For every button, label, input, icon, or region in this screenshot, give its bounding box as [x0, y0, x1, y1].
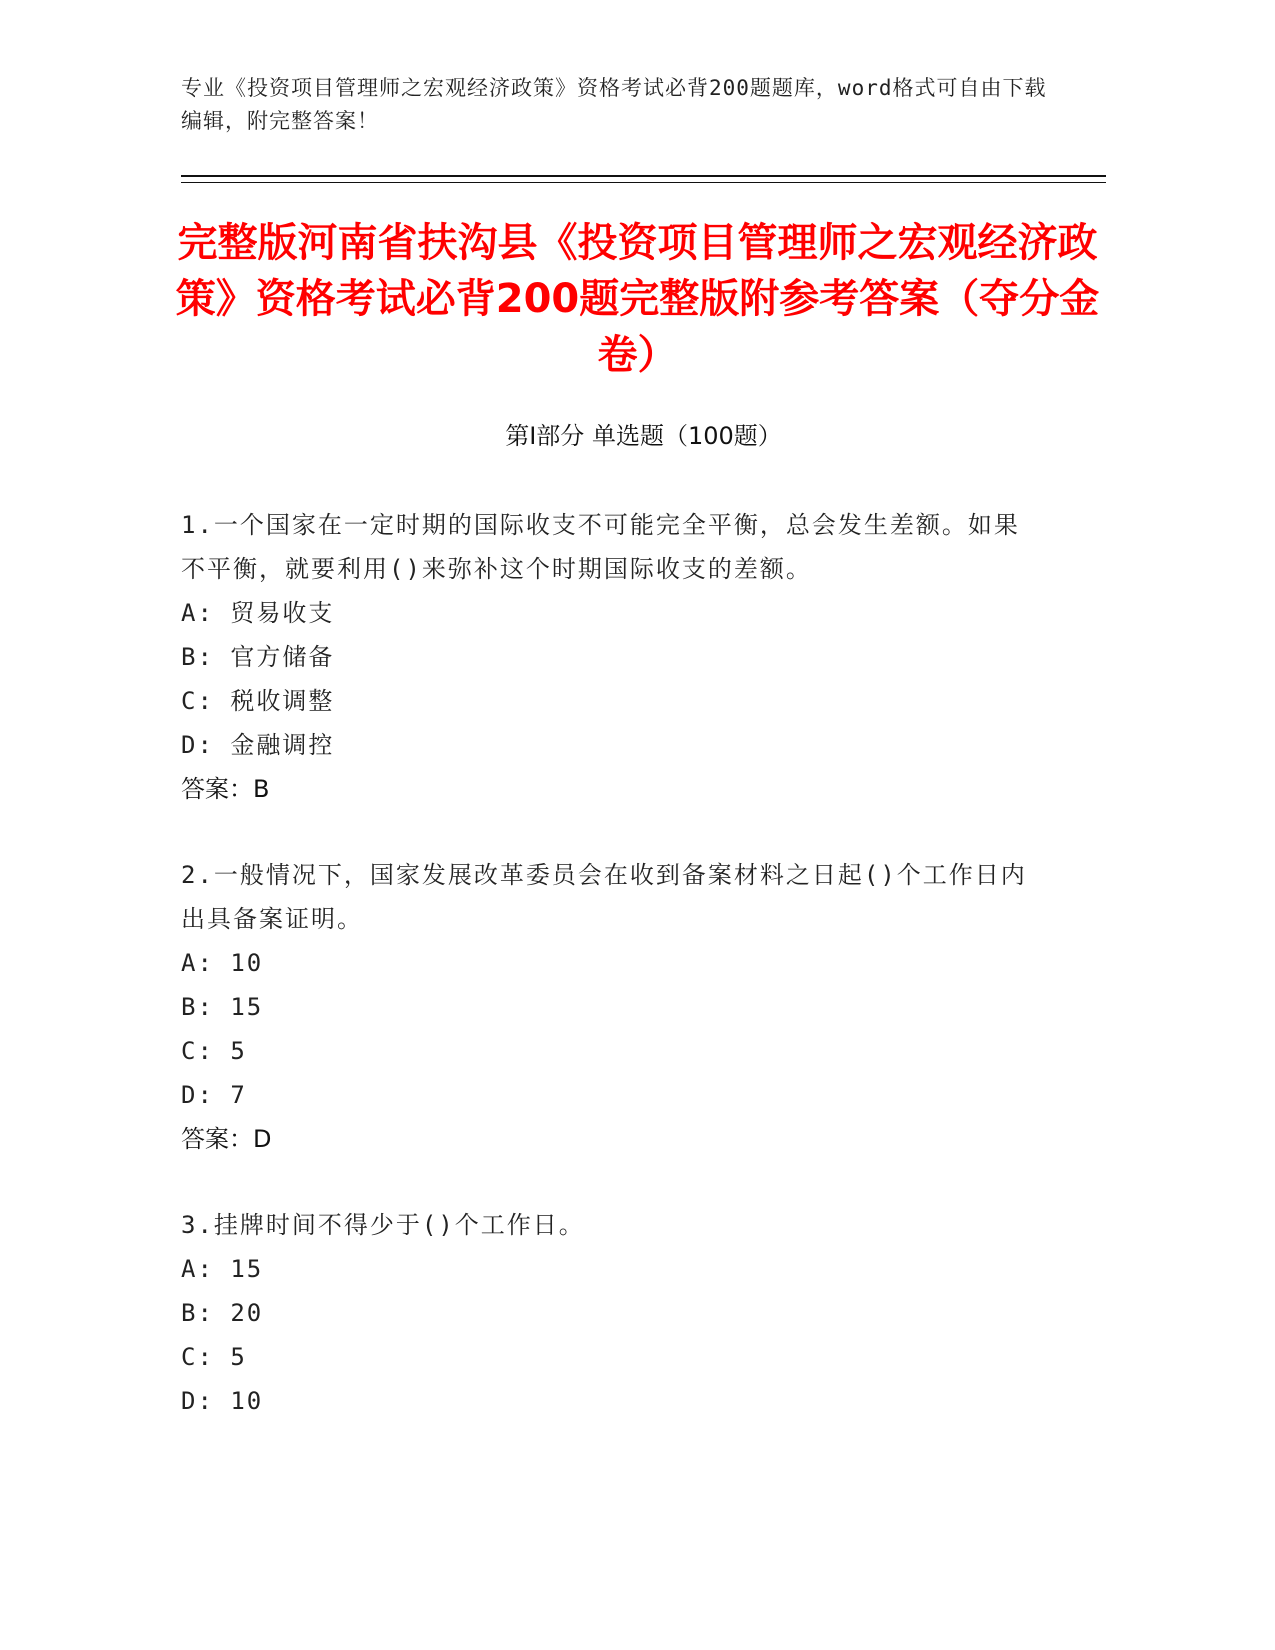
- option-c: C: 5: [181, 1037, 247, 1065]
- question-2: [181, 853, 1041, 1161]
- option-d: D: 7: [181, 1081, 247, 1109]
- question-1: [181, 503, 1041, 811]
- option-d: D: 金融调控: [181, 731, 335, 759]
- question-stem: 1.一个国家在一定时期的国际收支不可能完全平衡，总会发生差额。如果不平衡，就要利用()来弥补这个时期国际收支的差额。: [181, 511, 1020, 583]
- option-b: B: 15: [181, 993, 264, 1021]
- option-c: C: 税收调整: [181, 687, 335, 715]
- option-b: B: 官方储备: [181, 643, 335, 671]
- section-heading: 第I部分 单选题（100题）: [505, 422, 782, 450]
- answer-line: 答案：B: [181, 775, 270, 803]
- header-divider-thick: [181, 175, 1106, 177]
- option-c: C: 5: [181, 1343, 247, 1371]
- header-divider-thin: [181, 182, 1106, 183]
- question-3: [181, 1203, 1041, 1423]
- document-title: 完整版河南省扶沟县《投资项目管理师之宏观经济政策》资格考试必背200题完整版附参考答案（夺分金卷）: [175, 220, 1100, 378]
- question-stem: 3.挂牌时间不得少于()个工作日。: [181, 1211, 585, 1239]
- option-a: A: 15: [181, 1255, 264, 1283]
- header-note: 专业《投资项目管理师之宏观经济政策》资格考试必背200题题库，word格式可自由下载编辑，附完整答案！: [181, 76, 1047, 133]
- option-a: A: 贸易收支: [181, 599, 335, 627]
- option-d: D: 10: [181, 1387, 264, 1415]
- option-b: B: 20: [181, 1299, 264, 1327]
- option-a: A: 10: [181, 949, 264, 977]
- answer-line: 答案：D: [181, 1125, 272, 1153]
- question-stem: 2.一般情况下，国家发展改革委员会在收到备案材料之日起()个工作日内出具备案证明。: [181, 861, 1027, 933]
- question-list: [181, 503, 1041, 1465]
